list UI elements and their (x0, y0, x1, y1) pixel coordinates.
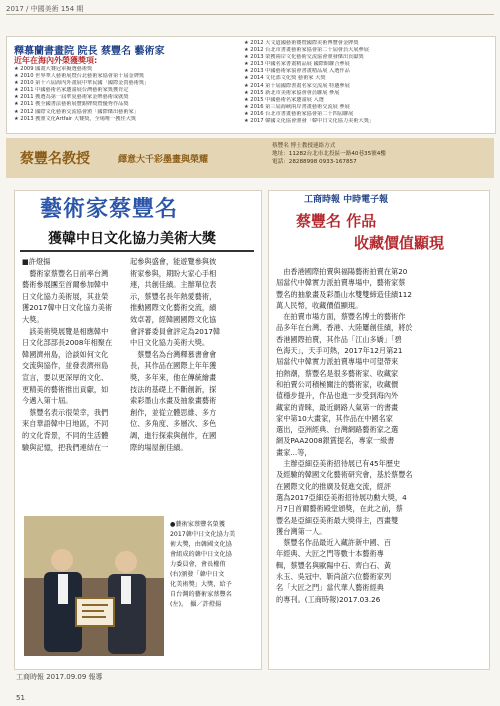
title-rule (20, 250, 254, 252)
contact-line: 地址：11282台北市北投區一路40巷35號4樓 (272, 151, 386, 157)
text-line: 月7日首爾藝術殿堂頒獎，在此之前，蔡 (276, 504, 403, 514)
award-item: ★ 2010 世界華人藝術展暨台北藝術家協會第十屆金牌獎 (14, 73, 145, 80)
text-line: 大獎。 (22, 314, 44, 324)
text-line: 交流與協作，並發表濟州島 (22, 361, 109, 371)
text-line: 豐名的抽象畫及彩墨山水雙雙締造佳績112 (276, 289, 412, 299)
text-line: 值穩步提升，作品也進一步受到海內外 (276, 391, 399, 401)
text-line: 名「大匠之門」當代華人藝術經典 (276, 583, 384, 593)
banner-name: 蔡豐名教授 (20, 151, 90, 167)
text-line: 在國際文化的推廣及促進交流，經評 (276, 481, 392, 491)
award-item: ★ 2016 台北市書畫藝術家協會第二十四屆聯展 (244, 110, 354, 117)
award-item: ★ 2015 中國藝術名家邀請展 入選 (244, 96, 324, 103)
award-item: ★ 2012 台北市書畫藝術家協會第二十屆會員大展參展 (244, 47, 369, 54)
banner-slogan: 繹意大千彩墨畫與榮耀 (118, 155, 209, 165)
text-line: 來自華語韓中日地區，不同 (22, 419, 109, 429)
text-line: 連，共創佳績。主辦單位表 (130, 280, 217, 290)
caption-line: 自台灣的藝術家蔡豐名 (170, 591, 232, 598)
text-line: 家中第10大畫家，其作品在中國名家 (276, 413, 393, 423)
text-line: 示，蔡豐名長年熱愛藝術， (130, 291, 217, 301)
text-line: 日文化協力美術展，其並榮 (22, 291, 109, 301)
text-line: 起參與盛會，能遊覽參與彼 (130, 257, 217, 266)
award-item: ★ 2014 第十屆國際書畫名家交流展 特邀參展 (244, 82, 350, 89)
caption-line: (左)。 攝／許燈揚 (170, 601, 222, 608)
right-article-body (276, 266, 482, 605)
text-line: 香港國際拍賣，其作品「江山多嬌」「碧 (276, 334, 402, 344)
award-item: ★ 2009 國畫大賽冠軍擬選藝術獎 (14, 66, 93, 72)
photo-caption (170, 520, 258, 610)
text-line: 長，其作品在國際上年年獲 (130, 361, 217, 371)
text-line: 色海天」，天手可熱，2017年12月第21 (276, 346, 403, 356)
text-line: 效卓著，經韓國國際文化協 (130, 314, 217, 324)
article-subtitle: 獲韓中日文化協力美術大獎 (48, 231, 216, 247)
award-item: ★ 2011 獲全國書法藝術展覽銀牌獎暨優秀作品獎 (14, 101, 129, 108)
award-item: ★ 2013 中國藝術家協會書畫精品展 入選作品 (244, 68, 350, 75)
article-title: 藝術家蔡豐名 (40, 197, 179, 222)
text-line: 主辦亞細亞美術招待展已有45年歷史 (276, 459, 401, 469)
article-source: 工商時報 2017.09.09 報導 (16, 673, 103, 681)
text-line: 蔡豐名作品最近入藏許新中國、百 (276, 538, 392, 548)
right-article-source: 工商時報 中時電子報 (304, 195, 389, 205)
text-line: 網及PAA2008銀賞提名，專家一級書 (276, 436, 395, 446)
text-line: 蔡豐名為台灣釋慕書會會 (130, 349, 217, 359)
contact-info (272, 142, 482, 166)
awards-list-left (14, 66, 234, 123)
right-article-title-2: 收藏價值顯現 (354, 234, 445, 252)
text-line: 藝術參展團至首爾參加韓中 (22, 280, 109, 290)
text-line: 索彩墨山水畫及抽象畫藝術 (130, 396, 217, 406)
caption-line: 力委員會，會長權侑 (170, 561, 226, 568)
award-item: ★ 2011 中國藝術名家邀請展台灣藝術家獎獲肯定 (14, 87, 129, 94)
text-line: 永玉、吳冠中、靳尚誼六位藝術家列 (276, 572, 392, 582)
caption-line: ●藝術家蔡豐名榮獲 (170, 521, 225, 528)
header-rule (6, 14, 494, 15)
text-line: 萬人民幣，收藏價值顯現。 (276, 300, 363, 310)
award-item: ★ 2010 第十六屆海內外畫展中華民國「國際金質藝術獎」 (14, 80, 150, 87)
contact-line: 蔡豐名 博士教授連絡方式 (272, 143, 336, 149)
article-column-b (130, 256, 256, 453)
award-item: ★ 2012 國際文化藝術交流協會頒「國際傑出藝術家」 (14, 108, 139, 115)
text-line: 韓國濟州島，洽談如何文化 (22, 349, 109, 359)
text-line: 更精美的藝術推出貢獻，如 (22, 384, 109, 394)
text-line: 獎，多年來，他在傳統繪畫 (130, 372, 217, 382)
text-line: 今邁入第十屆。 (22, 396, 73, 406)
award-item: ★ 2013 中國名家書畫精品展 國際館聯合參展 (244, 61, 350, 68)
caption-line: 術大獎，由韓國文化協 (170, 541, 232, 548)
text-line: 日文化部部長2008年相聚在 (22, 338, 113, 348)
text-line: 選出，亞洲經典、台灣網路藝術家之選 (276, 425, 399, 435)
text-line: 選為2017亞細亞美術招待展功勳大獎，4 (276, 492, 407, 502)
award-item: ★ 2013 榮獲兩岸文化藝術交流協會頒發傑出貢獻獎 (244, 54, 364, 61)
award-item: ★ 2013 獲頒文化Artfair 大賽獎，全場唯一獲佳大獎 (14, 115, 137, 122)
award-item: ★ 2014 文化部文化獎 藝術家 大獎 (244, 75, 326, 82)
text-line: 畫家...等， (276, 447, 312, 457)
caption-line: (右)頒發「韓中日文 (170, 571, 225, 578)
text-line: 在拍賣市場方面，蔡豐名博士的藝術作 (276, 312, 406, 322)
text-line: 蔡豐名表示很榮幸，我們 (22, 407, 109, 417)
award-item: ★ 2015 新北市美術家協會會員聯展 參展 (244, 89, 340, 96)
awards-subtitle: 近年在海內外榮獲獎項: (14, 56, 98, 65)
caption-line: 會組成的韓中日文化協 (170, 551, 232, 558)
award-photo (24, 516, 164, 656)
text-line: 該美術獎展覽是相應韓中 (22, 326, 109, 336)
text-line: 的文化背景，不同的生活體 (22, 430, 109, 440)
studio-title: 釋慕蘭書畫院 院長 蔡豐名 藝術家 (14, 46, 165, 57)
text-line: ■許燈揚 (22, 257, 51, 266)
text-line: 會評審委員會評定為2017韓 (130, 326, 221, 336)
text-line: 由香港國際拍賣與福陽藝術拍賣在第20 (276, 267, 408, 276)
award-item: ★ 2017 韓國文化協會頒發「韓中日文化協力美術大獎」 (244, 118, 375, 125)
award-item: ★ 2012 大文道國藝術賽暨國際美術博覽會金牌獎 (244, 40, 359, 46)
text-line: 宣言，要以更深厚的文化、 (22, 372, 109, 382)
right-article-title-1: 蔡豐名 作品 (296, 212, 377, 230)
text-line: 調，進行探索與創作，在國 (130, 430, 217, 440)
text-line: 豐名是亞細亞美術最大獎得主，西畫雙 (276, 515, 399, 525)
text-line: 中日文化協力美術大獎。 (130, 338, 210, 348)
text-line: 拍熱潮，蔡豐名是很多藝術家、收藏家 (276, 368, 399, 378)
text-line: 獲2017韓中日文化協力美術 (22, 303, 113, 313)
text-line: 及經驗的韓國文化藝術研究會，基於蔡豐名 (276, 470, 413, 480)
article-column-a (22, 256, 124, 453)
caption-line: 化美術獎」大獎，給予 (170, 581, 232, 588)
text-line: 位、多角度、多層次、多色 (130, 419, 217, 429)
text-line: 的專刊。(工商時報)2017.03.26 (276, 594, 381, 604)
text-line: 技法的基礎上不斷創新，探 (130, 384, 217, 394)
page-number: 51 (16, 694, 25, 702)
text-line: 和拍賣公司積極關注的藝術家，收藏價 (276, 379, 399, 389)
text-line: 屆當代中韓實力派拍賣專場中，藝術家蔡 (276, 278, 406, 288)
text-line: 獲台灣第一人。 (276, 526, 327, 536)
text-line: 際的場屋創佳績。 (130, 442, 188, 452)
text-line: 術家參與，期盼大家心手相 (130, 268, 217, 278)
text-line: 推動國際文化藝術交流，績 (130, 303, 217, 313)
contact-line: 電話：28288998 0933-167857 (272, 159, 357, 165)
text-line: 驗與記憶，把我們連結在一 (22, 442, 109, 452)
text-line: 藏家的青睞，最近網路人氣第一的書畫 (276, 402, 399, 412)
award-item: ★ 2011 獲選為第一屆華夏藝術家金牌藝術成就獎 (14, 94, 129, 101)
text-line: 品多年在台灣、香港、大陸屢創佳績，將於 (276, 323, 413, 333)
award-photo-illustration (24, 516, 164, 656)
text-line: 藝術家蔡豐名日前率台灣 (22, 268, 109, 278)
text-line: 創作，並從立體思維、多方 (130, 407, 217, 417)
text-line: 輯，蔡豐名與歐陽中石、齊白石、黃 (276, 560, 392, 570)
page-header: 2017 / 中國美術 154 期 (6, 5, 84, 13)
award-item: ★ 2016 第三屆海峽兩岸書畫藝術交流展 參展 (244, 103, 350, 110)
awards-list-right (244, 40, 488, 125)
text-line: 屆當代中韓實力派拍賣專場中可望帶來 (276, 357, 399, 367)
caption-line: 2017韓中日文化協力美 (170, 531, 236, 538)
text-line: 年經典、大匠之門等數十本藝術專 (276, 549, 384, 559)
